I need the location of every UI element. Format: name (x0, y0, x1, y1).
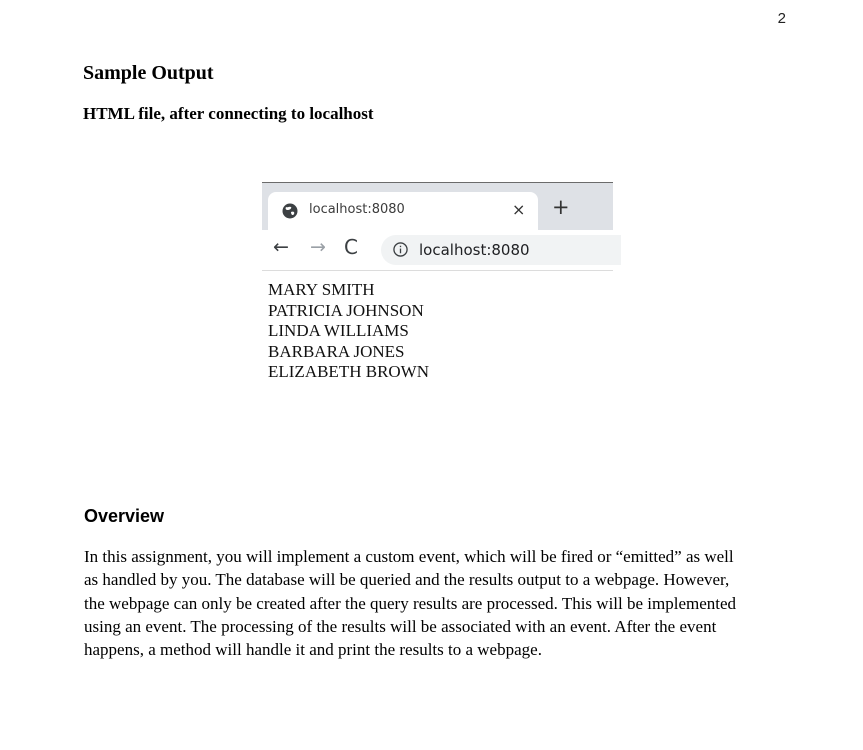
list-item: LINDA WILLIAMS (268, 321, 409, 340)
tab-strip (262, 182, 613, 231)
overview-heading: Overview (84, 506, 165, 526)
url-text: localhost:8080 (419, 241, 530, 259)
paragraph-line: as handled by you. The database will be queried and the results output to a webpage. However, (84, 570, 730, 590)
tab-title: localhost:8080 (309, 202, 405, 217)
list-item: ELIZABETH BROWN (268, 362, 430, 381)
paragraph-line: happens, a method will handle it and print the results to a webpage. (84, 640, 542, 660)
globe-icon (282, 203, 298, 219)
forward-arrow-icon[interactable]: → (310, 236, 326, 258)
browser-toolbar (262, 230, 613, 271)
browser-screenshot (262, 182, 613, 382)
back-arrow-icon[interactable]: ← (273, 236, 289, 258)
address-bar[interactable] (381, 235, 621, 265)
section-subheading: HTML file, after connecting to localhost (83, 104, 374, 123)
list-item: MARY SMITH (268, 280, 375, 299)
info-icon[interactable] (393, 242, 408, 257)
paragraph-line: using an event. The processing of the results will be associated with an event. After the event (84, 616, 717, 636)
page-number: 2 (777, 10, 786, 27)
browser-tab[interactable] (268, 192, 538, 231)
paragraph-line: the webpage can only be created after the query results are processed. This will be implemented (84, 593, 737, 613)
close-icon[interactable]: × (512, 200, 526, 219)
reload-icon[interactable]: C (344, 235, 358, 259)
section-heading: Sample Output (83, 62, 214, 84)
overview-paragraph (84, 545, 784, 661)
paragraph-line: In this assignment, you will implement a custom event, which will be fired or “emitted” as well (84, 547, 734, 566)
plus-icon[interactable]: + (552, 195, 570, 219)
list-item: PATRICIA JOHNSON (268, 300, 424, 320)
result-list (268, 280, 429, 383)
list-item: BARBARA JONES (268, 341, 405, 361)
